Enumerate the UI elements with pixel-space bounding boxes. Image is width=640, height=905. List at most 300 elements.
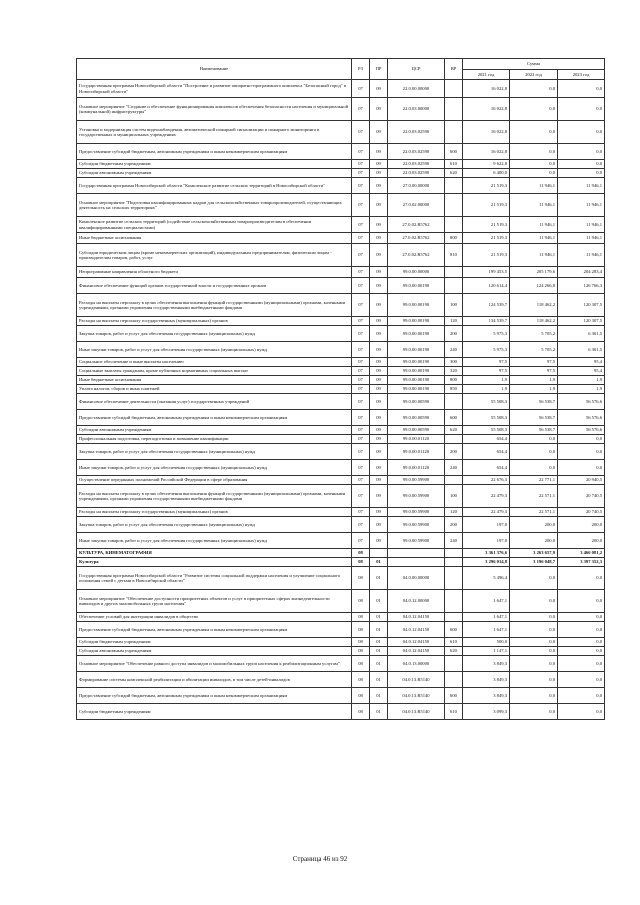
cell-name: Закупка товаров, работ и услуг для обеспечения государственных (муниципальных) нужд: [77, 326, 352, 342]
header-year-2022: 2022 год: [510, 70, 558, 80]
cell-csr: 04.0.12.04150: [388, 613, 445, 622]
cell-vr: 600: [445, 410, 463, 426]
table-row: [77, 704, 605, 720]
cell-2023: 0,0: [558, 647, 605, 656]
cell-2022: 118 462,2: [510, 294, 558, 317]
table-row: [77, 613, 605, 622]
cell-name: Расходы на выплаты персоналу государственных (муниципальных) органов: [77, 317, 352, 326]
cell-vr: 240: [445, 342, 463, 358]
cell-pr: 09: [370, 394, 388, 410]
cell-csr: 99.0.00.01120: [388, 435, 445, 444]
cell-2022: 0,0: [510, 160, 558, 169]
cell-name: Государственная программа Новосибирской области "Развитие системы социальной поддержки населения и улучшение социального положения семей с детьми в Новосибирской области": [77, 567, 352, 590]
cell-vr: [445, 121, 463, 144]
cell-rz: 08: [352, 647, 370, 656]
cell-2023: 204 283,4: [558, 267, 605, 278]
cell-pr: 09: [370, 385, 388, 394]
cell-2022: 56 538,7: [510, 394, 558, 410]
cell-csr: 27.0.02.R5762: [388, 217, 445, 233]
cell-pr: 09: [370, 376, 388, 385]
cell-rz: 07: [352, 294, 370, 317]
table-body: [77, 80, 605, 720]
cell-2023: 0,0: [558, 613, 605, 622]
cell-csr: 04.0.13.R5140: [388, 704, 445, 720]
table-row: [77, 358, 605, 367]
cell-vr: 810: [445, 244, 463, 267]
cell-name: КУЛЬТУРА, КИНЕМАТОГРАФИЯ: [77, 549, 352, 558]
table-row: [77, 244, 605, 267]
cell-rz: 08: [352, 704, 370, 720]
table-row: [77, 160, 605, 169]
cell-name: Иные закупки товаров, работ и услуг для обеспечения государственных (муниципальных) нужд: [77, 533, 352, 549]
cell-name: Формирование системы комплексной реабилитации и абилитации инвалидов, в том числе детей-инвалидов: [77, 672, 352, 688]
cell-2023: 56 576,6: [558, 410, 605, 426]
cell-pr: 09: [370, 278, 388, 294]
cell-2023: 0,0: [558, 638, 605, 647]
cell-rz: 07: [352, 317, 370, 326]
cell-vr: [445, 613, 463, 622]
cell-2022: 0,0: [510, 656, 558, 672]
cell-name: Иные закупки товаров, работ и услуг для обеспечения государственных (муниципальных) нужд: [77, 460, 352, 476]
table-row: [77, 508, 605, 517]
cell-name: Предоставление субсидий бюджетным, автономным учреждениям и иным некоммерческим организациям: [77, 410, 352, 426]
cell-2021: 1,9: [463, 385, 510, 394]
cell-2021: 500,0: [463, 638, 510, 647]
cell-2023: 11 946,1: [558, 217, 605, 233]
cell-2023: 0,0: [558, 460, 605, 476]
cell-2021: 197,0: [463, 533, 510, 549]
cell-pr: 09: [370, 435, 388, 444]
cell-vr: 300: [445, 358, 463, 367]
cell-rz: 07: [352, 385, 370, 394]
cell-rz: 08: [352, 672, 370, 688]
cell-pr: 01: [370, 656, 388, 672]
header-year-2021: 2021 год: [463, 70, 510, 80]
table-row: [77, 672, 605, 688]
table-row: [77, 435, 605, 444]
cell-vr: 200: [445, 517, 463, 533]
cell-2022: 0,0: [510, 622, 558, 638]
cell-rz: 07: [352, 144, 370, 160]
cell-vr: [445, 178, 463, 194]
cell-2021: 5 496,4: [463, 567, 510, 590]
cell-csr: 99.0.00.01120: [388, 460, 445, 476]
cell-pr: 09: [370, 410, 388, 426]
cell-name: Предоставление субсидий бюджетным, автономным учреждениям и иным некоммерческим организациям: [77, 688, 352, 704]
cell-rz: 07: [352, 435, 370, 444]
cell-2021: 3 099,3: [463, 704, 510, 720]
cell-2021: 3 361 376,6: [463, 549, 510, 558]
cell-pr: 01: [370, 590, 388, 613]
cell-2023: 3 397 352,3: [558, 558, 605, 567]
cell-vr: [445, 435, 463, 444]
cell-2021: 21 519,3: [463, 244, 510, 267]
cell-name: Субсидии автономным учреждениям: [77, 426, 352, 435]
cell-2023: 120 307,5: [558, 317, 605, 326]
cell-rz: 07: [352, 217, 370, 233]
cell-2023: 11 946,1: [558, 233, 605, 244]
cell-csr: 99.0.00.00190: [388, 326, 445, 342]
cell-csr: 99.0.00.59900: [388, 476, 445, 485]
table-row: [77, 267, 605, 278]
cell-2022: 1,9: [510, 376, 558, 385]
cell-2021: 21 519,3: [463, 233, 510, 244]
cell-vr: 100: [445, 485, 463, 508]
table-row: [77, 688, 605, 704]
cell-vr: 600: [445, 622, 463, 638]
cell-rz: 07: [352, 267, 370, 278]
cell-vr: 800: [445, 233, 463, 244]
table-row: [77, 294, 605, 317]
cell-pr: 09: [370, 326, 388, 342]
table-row: [77, 233, 605, 244]
cell-csr: 22.0.03.02590: [388, 169, 445, 178]
cell-csr: 99.0.00.00590: [388, 426, 445, 435]
cell-csr: 99.0.00.59900: [388, 485, 445, 508]
cell-2023: 200,0: [558, 517, 605, 533]
cell-2022: 118 462,2: [510, 317, 558, 326]
cell-name: Социальное обеспечение и иные выплаты населению: [77, 358, 352, 367]
table-row: [77, 376, 605, 385]
cell-2021: 21 519,3: [463, 194, 510, 217]
cell-rz: 07: [352, 410, 370, 426]
cell-pr: 01: [370, 647, 388, 656]
cell-2021: 1 147,1: [463, 647, 510, 656]
cell-name: Государственная программа Новосибирской области "Построение и развитие аппаратно-программного комплекса "Безопасный город" в Новосибирской области": [77, 80, 352, 98]
header-vr: ВР: [445, 59, 463, 80]
cell-csr: 04.0.00.00000: [388, 567, 445, 590]
cell-2022: 22 571,1: [510, 485, 558, 508]
cell-rz: 08: [352, 558, 370, 567]
cell-2021: 1 647,1: [463, 622, 510, 638]
cell-pr: 09: [370, 160, 388, 169]
cell-2021: 3 849,3: [463, 688, 510, 704]
table-row: [77, 426, 605, 435]
cell-2023: 0,0: [558, 144, 605, 160]
cell-2023: 11 946,1: [558, 178, 605, 194]
cell-pr: 09: [370, 476, 388, 485]
cell-rz: 07: [352, 326, 370, 342]
cell-name: Расходы на выплаты персоналу в целях обеспечения выполнения функций государственными (муниципальными) органами, казенными учреждениями, органами управления государственными внебюджетными фондами: [77, 294, 352, 317]
cell-csr: [388, 549, 445, 558]
cell-pr: 09: [370, 267, 388, 278]
cell-rz: 08: [352, 638, 370, 647]
cell-csr: 99.0.00.00190: [388, 358, 445, 367]
cell-2021: 16 022,8: [463, 121, 510, 144]
cell-2022: 0,0: [510, 444, 558, 460]
table-row: [77, 278, 605, 294]
table-row: [77, 410, 605, 426]
cell-2022: 0,0: [510, 80, 558, 98]
cell-pr: 01: [370, 613, 388, 622]
cell-2022: 0,0: [510, 567, 558, 590]
cell-csr: 99.0.00.59900: [388, 517, 445, 533]
cell-csr: 04.0.13.00000: [388, 656, 445, 672]
cell-csr: 27.0.02.R5762: [388, 244, 445, 267]
table-row: [77, 476, 605, 485]
cell-2023: 1,9: [558, 385, 605, 394]
cell-rz: 08: [352, 567, 370, 590]
cell-2022: 5 705,2: [510, 342, 558, 358]
header-csr: ЦСР: [388, 59, 445, 80]
table-row: [77, 169, 605, 178]
cell-vr: [445, 590, 463, 613]
cell-2022: 3 196 048,7: [510, 558, 558, 567]
cell-pr: 01: [370, 688, 388, 704]
cell-2022: 0,0: [510, 590, 558, 613]
budget-table: [76, 58, 605, 720]
cell-vr: [445, 656, 463, 672]
cell-csr: 22.0.00.00000: [388, 80, 445, 98]
cell-2023: 0,0: [558, 567, 605, 590]
table-row: [77, 394, 605, 410]
cell-csr: 27.0.00.00000: [388, 178, 445, 194]
cell-2021: 124 539,7: [463, 294, 510, 317]
cell-rz: 07: [352, 476, 370, 485]
cell-2021: 1 647,1: [463, 613, 510, 622]
cell-2023: 95,4: [558, 367, 605, 376]
cell-vr: 620: [445, 169, 463, 178]
cell-rz: 07: [352, 426, 370, 435]
cell-vr: [445, 558, 463, 567]
cell-2022: 11 946,1: [510, 178, 558, 194]
cell-2021: 21 519,3: [463, 178, 510, 194]
cell-2023: 0,0: [558, 160, 605, 169]
cell-2022: 11 946,1: [510, 244, 558, 267]
cell-2023: 0,0: [558, 688, 605, 704]
cell-pr: 09: [370, 533, 388, 549]
cell-2022: 0,0: [510, 613, 558, 622]
cell-name: Финансовое обеспечение деятельности (оказания услуг) государственных учреждений: [77, 394, 352, 410]
table-row: [77, 656, 605, 672]
cell-2023: 0,0: [558, 444, 605, 460]
cell-vr: [445, 217, 463, 233]
cell-rz: 07: [352, 533, 370, 549]
cell-vr: 600: [445, 688, 463, 704]
table-row: [77, 558, 605, 567]
cell-vr: 200: [445, 444, 463, 460]
header-year-2023: 2023 год: [558, 70, 605, 80]
cell-csr: 99.0.00.59900: [388, 533, 445, 549]
table-row: [77, 80, 605, 98]
cell-pr: 09: [370, 426, 388, 435]
cell-csr: 04.0.13.R5140: [388, 672, 445, 688]
cell-name: Субсидии бюджетным учреждениям: [77, 160, 352, 169]
cell-rz: 07: [352, 342, 370, 358]
cell-2023: 95,4: [558, 358, 605, 367]
cell-pr: 01: [370, 672, 388, 688]
cell-vr: 610: [445, 638, 463, 647]
cell-2022: 11 946,1: [510, 217, 558, 233]
cell-name: Предоставление субсидий бюджетным, автономным учреждениям и иным некоммерческим организациям: [77, 144, 352, 160]
cell-2023: 20 740,5: [558, 508, 605, 517]
cell-csr: 99.0.00.00000: [388, 267, 445, 278]
cell-2022: 0,0: [510, 98, 558, 121]
cell-name: Иные бюджетные ассигнования: [77, 233, 352, 244]
cell-rz: 07: [352, 80, 370, 98]
cell-2023: 0,0: [558, 672, 605, 688]
cell-csr: 99.0.00.00590: [388, 410, 445, 426]
cell-rz: 07: [352, 367, 370, 376]
cell-2021: 654,4: [463, 460, 510, 476]
cell-2023: 0,0: [558, 704, 605, 720]
cell-2022: 0,0: [510, 121, 558, 144]
cell-2022: 22 771,1: [510, 476, 558, 485]
cell-csr: 99.0.00.01120: [388, 444, 445, 460]
cell-pr: 09: [370, 367, 388, 376]
cell-2021: 55 508,3: [463, 394, 510, 410]
cell-2022: 97,5: [510, 358, 558, 367]
cell-name: Основное мероприятие "Подготовка квалифицированных кадров для сельскохозяйственных товаропроизводителей, осуществляющих деятельность на сельских территориях": [77, 194, 352, 217]
cell-csr: 04.0.12.04150: [388, 647, 445, 656]
cell-vr: 620: [445, 647, 463, 656]
cell-2023: 0,0: [558, 80, 605, 98]
cell-2023: 0,0: [558, 622, 605, 638]
cell-2022: 0,0: [510, 688, 558, 704]
cell-pr: 09: [370, 485, 388, 508]
cell-2022: 11 946,1: [510, 233, 558, 244]
header-sum: Сумма: [463, 59, 605, 70]
cell-2021: 16 022,8: [463, 80, 510, 98]
cell-name: Обеспечение условий для интеграции инвалидов в общество: [77, 613, 352, 622]
cell-rz: 07: [352, 517, 370, 533]
cell-csr: 99.0.00.00190: [388, 385, 445, 394]
cell-csr: 22.0.03.02590: [388, 144, 445, 160]
cell-2023: 6 361,5: [558, 342, 605, 358]
table-row: [77, 517, 605, 533]
table-row: [77, 533, 605, 549]
cell-2023: 120 307,5: [558, 294, 605, 317]
cell-csr: 99.0.00.00190: [388, 294, 445, 317]
cell-name: Основное мероприятие "Обеспечение доступности приоритетных объектов и услуг в приоритетных сферах жизнедеятельности инвалидов и других маломобильных групп населения": [77, 590, 352, 613]
cell-2023: 0,0: [558, 435, 605, 444]
cell-csr: 99.0.00.00190: [388, 317, 445, 326]
table-row: [77, 98, 605, 121]
cell-rz: 07: [352, 121, 370, 144]
cell-2021: 9 622,8: [463, 160, 510, 169]
cell-pr: 09: [370, 144, 388, 160]
cell-rz: 07: [352, 233, 370, 244]
cell-2023: 20 940,5: [558, 476, 605, 485]
cell-name: Установка и модернизация систем видеонаблюдения, автоматической пожарной сигнализации и пожарного мониторинга в государственных и муниципальных учреждениях: [77, 121, 352, 144]
cell-rz: 08: [352, 590, 370, 613]
cell-pr: 09: [370, 358, 388, 367]
cell-2021: 654,4: [463, 435, 510, 444]
table-header: [77, 59, 605, 80]
cell-2022: 3 263 657,9: [510, 549, 558, 558]
cell-csr: 22.0.03.02590: [388, 121, 445, 144]
cell-vr: [445, 549, 463, 558]
cell-csr: 27.0.02.00000: [388, 194, 445, 217]
cell-vr: [445, 394, 463, 410]
cell-csr: 99.0.00.00190: [388, 376, 445, 385]
cell-2023: 56 576,6: [558, 426, 605, 435]
table-row: [77, 342, 605, 358]
cell-pr: 01: [370, 704, 388, 720]
cell-pr: 09: [370, 169, 388, 178]
cell-name: Иные бюджетные ассигнования: [77, 376, 352, 385]
cell-rz: 07: [352, 460, 370, 476]
cell-2023: 0,0: [558, 590, 605, 613]
cell-2021: 199 453,5: [463, 267, 510, 278]
cell-2023: 200,0: [558, 533, 605, 549]
header-rz: РЗ: [352, 59, 370, 80]
cell-2021: 3 849,3: [463, 672, 510, 688]
cell-2022: 200,0: [510, 533, 558, 549]
header-name: Наименование: [77, 59, 352, 80]
cell-2023: 0,0: [558, 98, 605, 121]
cell-2021: 16 022,8: [463, 98, 510, 121]
cell-pr: 09: [370, 121, 388, 144]
cell-rz: 08: [352, 688, 370, 704]
cell-pr: 09: [370, 80, 388, 98]
cell-2021: 16 022,8: [463, 144, 510, 160]
header-pr: ПР: [370, 59, 388, 80]
cell-2021: 22 479,3: [463, 508, 510, 517]
cell-name: Субсидии бюджетным учреждениям: [77, 638, 352, 647]
cell-vr: 240: [445, 460, 463, 476]
cell-name: Субсидии юридическим лицам (кроме некоммерческих организаций), индивидуальным предпринимателям, физическим лицам - производителям товаров, работ, услуг: [77, 244, 352, 267]
cell-2023: 6 361,5: [558, 326, 605, 342]
cell-2021: 21 519,3: [463, 217, 510, 233]
cell-pr: 09: [370, 194, 388, 217]
cell-pr: 01: [370, 567, 388, 590]
cell-csr: 04.0.13.R5140: [388, 688, 445, 704]
cell-pr: 09: [370, 317, 388, 326]
table-row: [77, 647, 605, 656]
table-row: [77, 217, 605, 233]
cell-2021: 134 539,7: [463, 317, 510, 326]
cell-csr: 99.0.00.00190: [388, 367, 445, 376]
cell-2021: 654,4: [463, 444, 510, 460]
cell-2022: 5 705,2: [510, 326, 558, 342]
cell-vr: 240: [445, 533, 463, 549]
cell-csr: 99.0.00.00190: [388, 342, 445, 358]
cell-rz: 07: [352, 160, 370, 169]
table-row: [77, 144, 605, 160]
cell-pr: 09: [370, 98, 388, 121]
cell-2023: 126 766,3: [558, 278, 605, 294]
cell-2021: 97,5: [463, 358, 510, 367]
table-row: [77, 622, 605, 638]
cell-2022: 0,0: [510, 672, 558, 688]
cell-name: Уплата налогов, сборов и иных платежей: [77, 385, 352, 394]
table-row: [77, 326, 605, 342]
cell-name: Предоставление субсидий бюджетным, автономным учреждениям и иным некоммерческим организациям: [77, 622, 352, 638]
cell-2023: 0,0: [558, 121, 605, 144]
table-row: [77, 385, 605, 394]
cell-name: Расходы на выплаты персоналу государственных (муниципальных) органов: [77, 508, 352, 517]
table-row: [77, 444, 605, 460]
cell-csr: 99.0.00.00590: [388, 394, 445, 410]
table-row: [77, 317, 605, 326]
cell-pr: 09: [370, 508, 388, 517]
cell-vr: [445, 476, 463, 485]
cell-2021: 3 296 014,8: [463, 558, 510, 567]
cell-name: Закупка товаров, работ и услуг для обеспечения государственных (муниципальных) нужд: [77, 444, 352, 460]
cell-name: Закупка товаров, работ и услуг для обеспечения государственных (муниципальных) нужд: [77, 517, 352, 533]
cell-2022: 1,9: [510, 385, 558, 394]
cell-2023: 56 576,6: [558, 394, 605, 410]
cell-rz: 07: [352, 278, 370, 294]
cell-pr: 09: [370, 233, 388, 244]
cell-2021: 97,5: [463, 367, 510, 376]
table-row: [77, 367, 605, 376]
cell-2022: 0,0: [510, 704, 558, 720]
cell-vr: [445, 194, 463, 217]
cell-name: Профессиональная подготовка, переподготовка и повышение квалификации: [77, 435, 352, 444]
cell-name: Финансовое обеспечение функций органов государственной власти и государственных органов: [77, 278, 352, 294]
